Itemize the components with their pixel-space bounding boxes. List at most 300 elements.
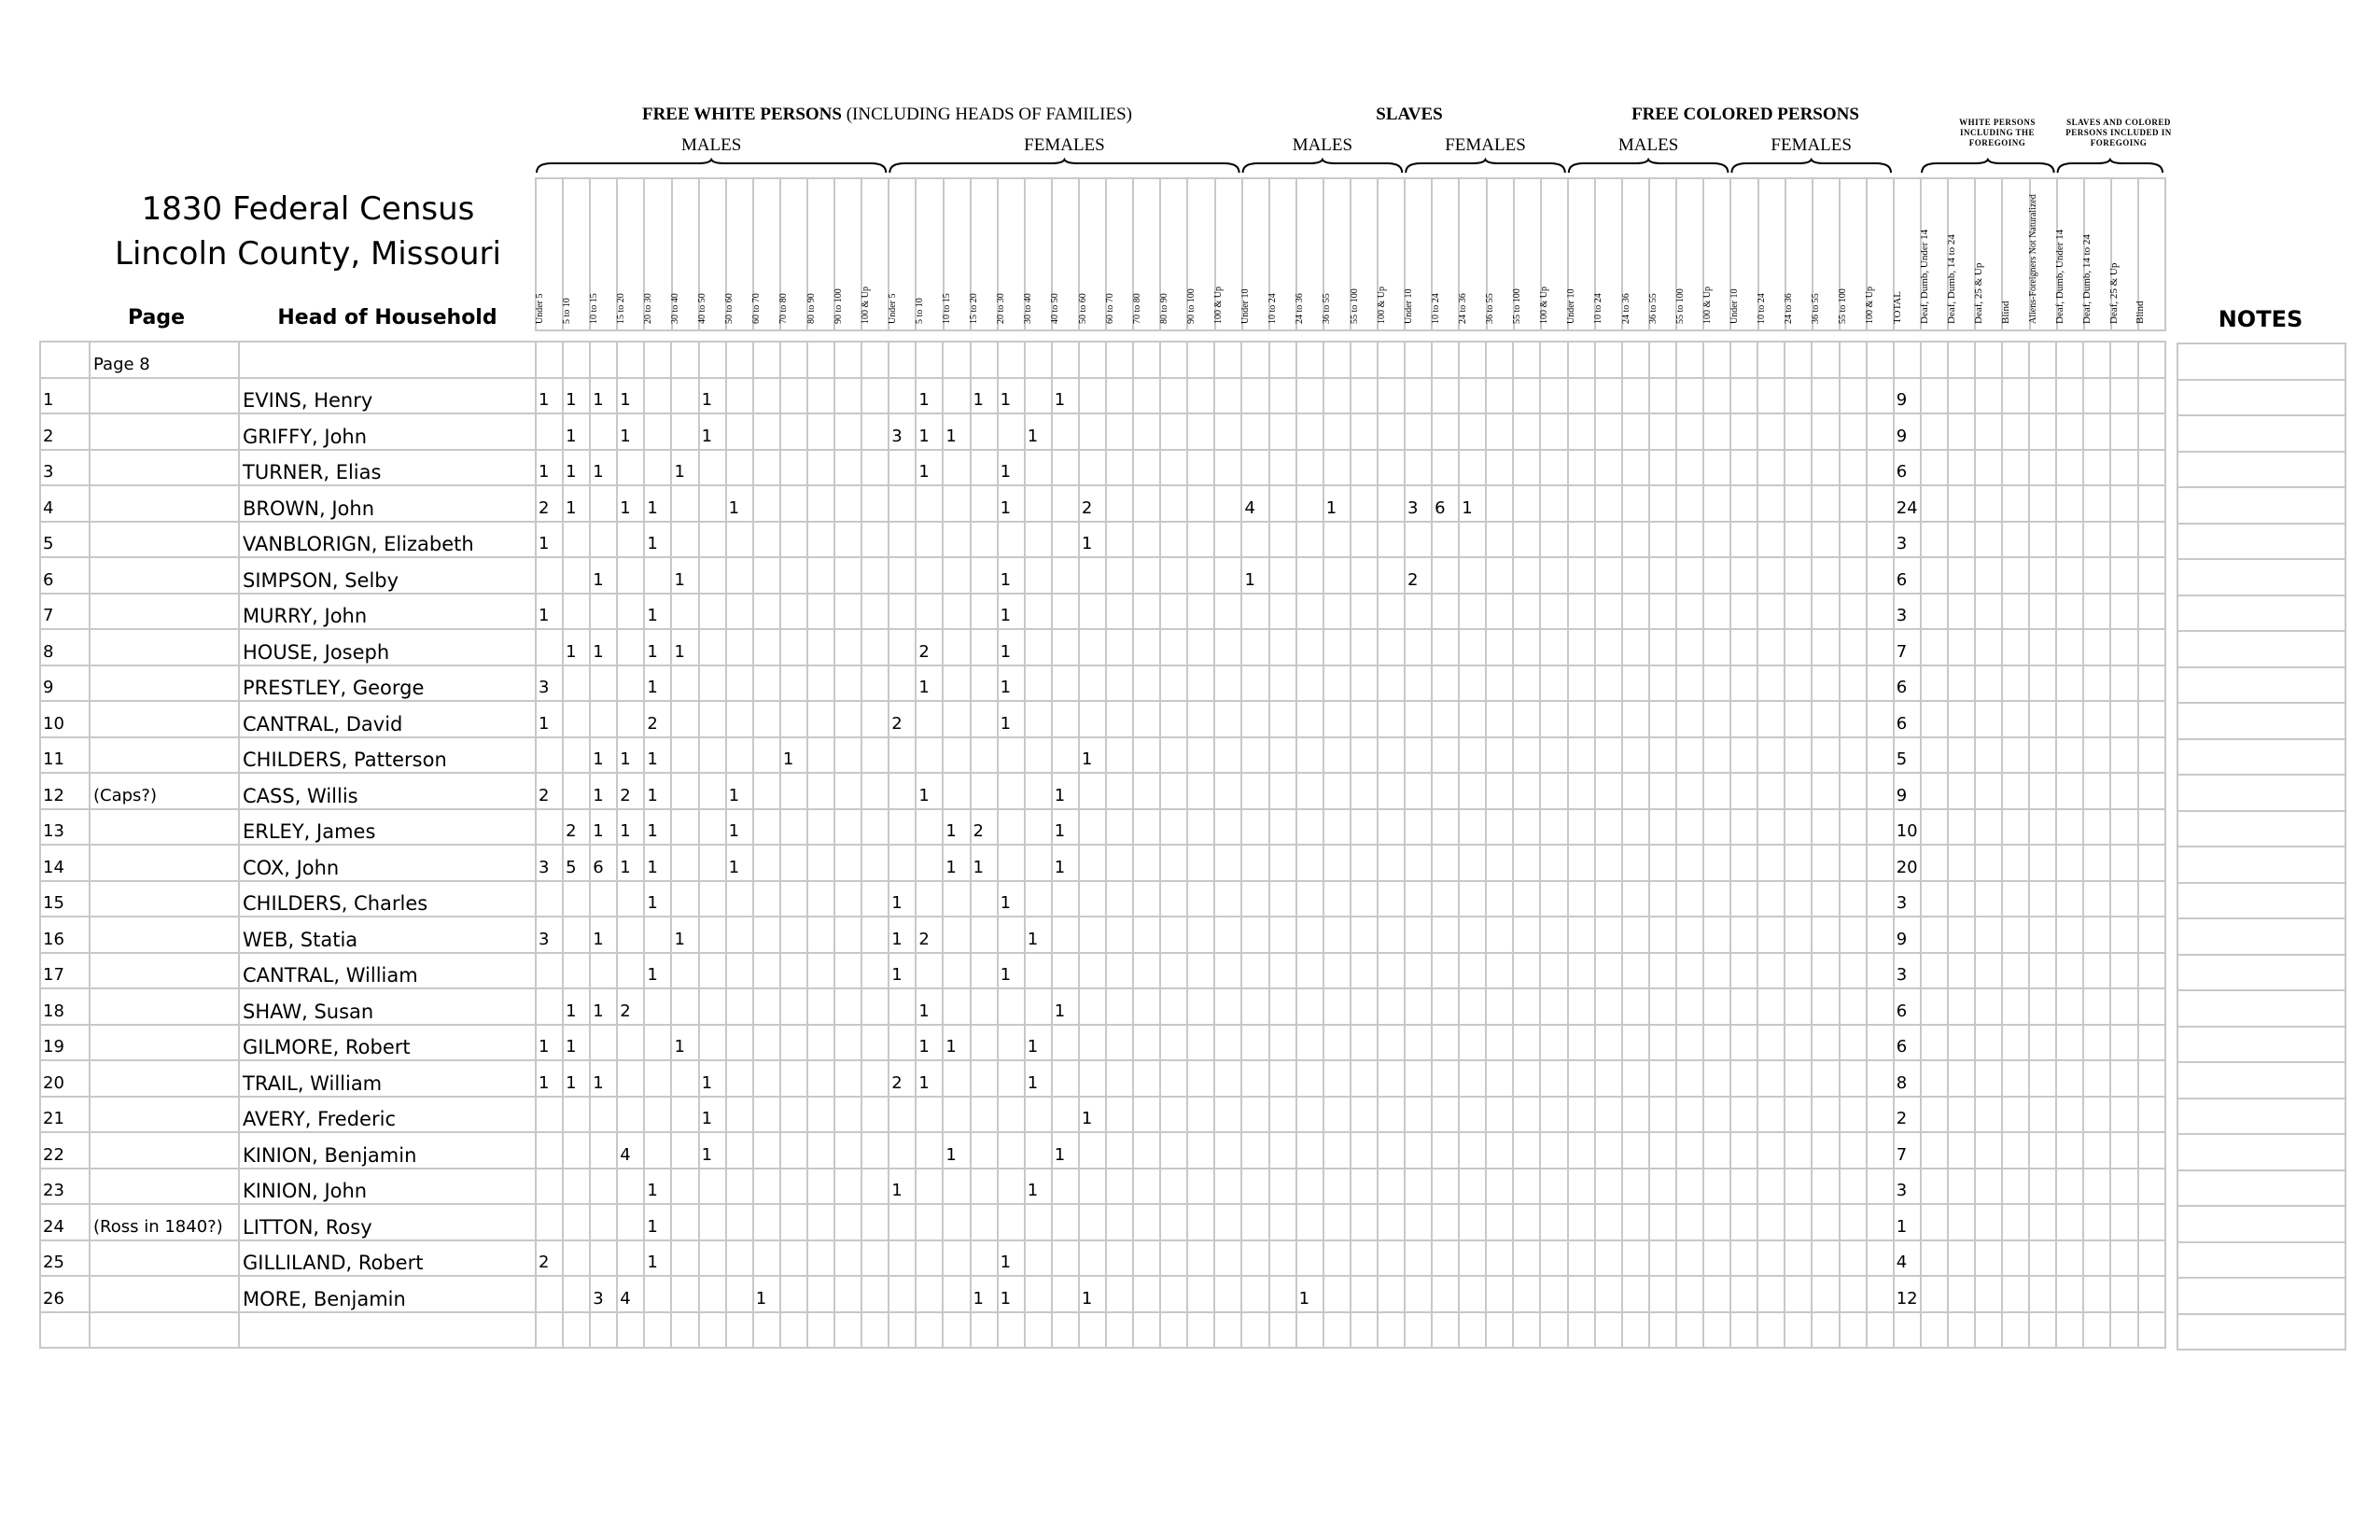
notes-cell bbox=[2177, 1206, 2345, 1242]
count-cell bbox=[807, 629, 834, 665]
count-cell bbox=[2083, 1097, 2110, 1133]
count-cell bbox=[753, 881, 780, 917]
count-cell bbox=[1975, 737, 2002, 774]
count-cell bbox=[1595, 809, 1622, 846]
count-cell bbox=[1757, 665, 1785, 702]
count-cell bbox=[1595, 1132, 1622, 1169]
count-cell bbox=[644, 1025, 671, 1061]
count-cell bbox=[1948, 1276, 1975, 1312]
page-note-cell bbox=[90, 1025, 239, 1061]
count-cell bbox=[807, 988, 834, 1025]
count-cell bbox=[1948, 809, 1975, 846]
count-cell bbox=[2029, 988, 2056, 1025]
count-cell bbox=[1595, 953, 1622, 989]
free-colored-males-age-column-header bbox=[1702, 177, 1731, 331]
count-cell bbox=[1730, 1097, 1757, 1133]
count-cell bbox=[1106, 1204, 1133, 1240]
count-cell bbox=[2029, 629, 2056, 665]
count-cell bbox=[699, 881, 726, 917]
count-cell bbox=[1622, 1097, 1649, 1133]
count-cell bbox=[943, 881, 970, 917]
notes-row bbox=[2177, 415, 2345, 452]
count-cell bbox=[1459, 988, 1486, 1025]
column-label: Deaf, 25 & Up bbox=[1972, 262, 1984, 324]
table-row bbox=[40, 378, 2165, 414]
count-cell bbox=[1432, 881, 1459, 917]
column-label: 30 to 40 bbox=[1023, 293, 1034, 324]
count-cell bbox=[1540, 1060, 1567, 1097]
count-cell bbox=[1840, 1240, 1867, 1277]
count-cell bbox=[671, 485, 698, 522]
count-cell bbox=[1160, 522, 1187, 558]
count-cell bbox=[1351, 378, 1378, 414]
count-cell bbox=[2110, 845, 2137, 881]
page-note-cell bbox=[90, 594, 239, 630]
count-cell bbox=[1079, 594, 1106, 630]
count-cell bbox=[998, 917, 1025, 953]
count-cell bbox=[2002, 773, 2029, 809]
count-cell bbox=[671, 413, 698, 450]
count-cell bbox=[726, 665, 753, 702]
count-cell bbox=[1757, 1097, 1785, 1133]
slave-females-age-column-header bbox=[1486, 177, 1515, 331]
count-cell bbox=[2110, 773, 2137, 809]
count-cell bbox=[998, 1204, 1025, 1240]
count-cell bbox=[1323, 1204, 1351, 1240]
count-cell bbox=[699, 1169, 726, 1205]
head-of-household-cell: VANBLORIGN, Elizabeth bbox=[239, 522, 536, 558]
notes-row bbox=[2177, 1278, 2345, 1314]
count-cell bbox=[1513, 737, 1540, 774]
count-cell bbox=[1052, 413, 1079, 450]
count-cell bbox=[971, 881, 998, 917]
empty-cell bbox=[1975, 1312, 2002, 1349]
count-cell bbox=[834, 917, 861, 953]
white-males-age-column-header bbox=[535, 177, 564, 331]
white-males-age-column-header bbox=[698, 177, 727, 331]
count-cell bbox=[1785, 1025, 1812, 1061]
count-cell bbox=[617, 450, 644, 486]
table-row bbox=[40, 1276, 2165, 1312]
count-cell bbox=[1241, 1276, 1268, 1312]
count-cell bbox=[1540, 1204, 1567, 1240]
count-cell bbox=[916, 1240, 943, 1277]
count-cell bbox=[1106, 557, 1133, 594]
count-cell bbox=[1459, 1276, 1486, 1312]
count-cell bbox=[2138, 881, 2165, 917]
count-cell bbox=[1867, 1240, 1894, 1277]
count-cell bbox=[1513, 773, 1540, 809]
table-row bbox=[40, 1060, 2165, 1097]
count-cell bbox=[807, 1060, 834, 1097]
count-cell: 1 bbox=[617, 413, 644, 450]
count-cell bbox=[2110, 1025, 2137, 1061]
count-cell: 1 bbox=[590, 629, 617, 665]
count-cell bbox=[1921, 450, 1948, 486]
count-cell bbox=[1785, 917, 1812, 953]
count-cell: 1 bbox=[726, 809, 753, 846]
count-cell bbox=[1840, 1276, 1867, 1312]
count-cell bbox=[971, 522, 998, 558]
count-cell bbox=[536, 953, 563, 989]
count-cell bbox=[1812, 594, 1839, 630]
count-cell bbox=[780, 378, 807, 414]
line-number-cell: 11 bbox=[40, 737, 90, 774]
table-row bbox=[40, 988, 2165, 1025]
count-cell bbox=[699, 1204, 726, 1240]
count-cell bbox=[1540, 1097, 1567, 1133]
count-cell: 1 bbox=[943, 413, 970, 450]
count-cell bbox=[1840, 665, 1867, 702]
count-cell bbox=[1703, 378, 1730, 414]
count-cell bbox=[617, 701, 644, 737]
count-cell bbox=[1378, 737, 1405, 774]
count-cell bbox=[971, 701, 998, 737]
count-cell bbox=[671, 881, 698, 917]
count-cell bbox=[971, 485, 998, 522]
count-cell bbox=[563, 1276, 590, 1312]
count-cell bbox=[1405, 917, 1432, 953]
count-cell bbox=[1351, 1132, 1378, 1169]
count-cell: 1 bbox=[943, 845, 970, 881]
count-cell bbox=[1052, 701, 1079, 737]
count-cell bbox=[563, 701, 590, 737]
count-cell bbox=[1975, 1060, 2002, 1097]
count-cell bbox=[1757, 522, 1785, 558]
empty-cell bbox=[943, 1312, 970, 1349]
count-cell bbox=[1730, 1276, 1757, 1312]
count-cell bbox=[889, 450, 916, 486]
count-cell bbox=[617, 1060, 644, 1097]
count-cell: 2 bbox=[1405, 557, 1432, 594]
count-cell bbox=[1133, 557, 1160, 594]
count-cell bbox=[1323, 701, 1351, 737]
total-cell: 7 bbox=[1894, 1132, 1921, 1169]
count-cell bbox=[1622, 845, 1649, 881]
total-cell: 3 bbox=[1894, 522, 1921, 558]
count-cell bbox=[753, 1169, 780, 1205]
count-cell bbox=[1486, 737, 1513, 774]
column-label: 100 & Up bbox=[1376, 287, 1387, 324]
count-cell bbox=[1486, 1132, 1513, 1169]
count-cell bbox=[1540, 701, 1567, 737]
count-cell bbox=[1785, 629, 1812, 665]
count-cell bbox=[834, 557, 861, 594]
count-cell: 2 bbox=[536, 485, 563, 522]
count-cell bbox=[1405, 594, 1432, 630]
head-of-household-cell: GILLILAND, Robert bbox=[239, 1240, 536, 1277]
column-label: 5 to 10 bbox=[914, 298, 925, 324]
count-cell bbox=[1595, 701, 1622, 737]
head-of-household-cell: CANTRAL, David bbox=[239, 701, 536, 737]
count-cell bbox=[1459, 450, 1486, 486]
count-cell bbox=[1622, 1132, 1649, 1169]
count-cell bbox=[753, 522, 780, 558]
count-cell bbox=[1649, 1276, 1676, 1312]
count-cell bbox=[1269, 988, 1296, 1025]
column-label: 100 & Up bbox=[1213, 287, 1225, 324]
count-cell: 1 bbox=[617, 485, 644, 522]
count-cell bbox=[1378, 342, 1405, 378]
count-cell bbox=[1730, 809, 1757, 846]
count-cell bbox=[536, 1169, 563, 1205]
count-cell bbox=[1052, 665, 1079, 702]
count-cell bbox=[1948, 665, 1975, 702]
count-cell bbox=[1323, 1276, 1351, 1312]
count-cell bbox=[1513, 809, 1540, 846]
count-cell bbox=[1378, 557, 1405, 594]
free-colored-persons-header: FREE COLORED PERSONS bbox=[1631, 105, 1859, 124]
count-cell bbox=[753, 1240, 780, 1277]
count-cell bbox=[1351, 701, 1378, 737]
count-cell bbox=[1214, 988, 1241, 1025]
count-cell bbox=[1378, 953, 1405, 989]
count-cell bbox=[1513, 1240, 1540, 1277]
count-cell bbox=[1052, 1025, 1079, 1061]
count-cell bbox=[1486, 485, 1513, 522]
count-cell bbox=[1921, 701, 1948, 737]
count-cell bbox=[889, 378, 916, 414]
count-cell bbox=[753, 413, 780, 450]
count-cell bbox=[1703, 522, 1730, 558]
count-cell bbox=[1568, 1169, 1595, 1205]
count-cell bbox=[1241, 701, 1268, 737]
count-cell: 6 bbox=[1432, 485, 1459, 522]
count-cell bbox=[1269, 1204, 1296, 1240]
count-cell bbox=[1730, 665, 1757, 702]
count-cell bbox=[1378, 378, 1405, 414]
count-cell bbox=[834, 1097, 861, 1133]
count-cell bbox=[1921, 1132, 1948, 1169]
slave-females-age-column-header bbox=[1540, 177, 1569, 331]
count-cell bbox=[1187, 701, 1214, 737]
count-cell bbox=[889, 1240, 916, 1277]
count-cell bbox=[1649, 557, 1676, 594]
count-cell bbox=[971, 1097, 998, 1133]
count-cell bbox=[1703, 881, 1730, 917]
count-cell bbox=[1948, 522, 1975, 558]
count-cell bbox=[1975, 342, 2002, 378]
count-cell bbox=[1160, 773, 1187, 809]
count-cell bbox=[861, 1276, 889, 1312]
count-cell bbox=[1432, 988, 1459, 1025]
count-cell: 1 bbox=[644, 629, 671, 665]
count-cell: 1 bbox=[998, 629, 1025, 665]
count-cell bbox=[1378, 773, 1405, 809]
count-cell bbox=[2138, 1240, 2165, 1277]
count-cell bbox=[1133, 1204, 1160, 1240]
count-cell bbox=[834, 773, 861, 809]
count-cell bbox=[807, 701, 834, 737]
count-cell bbox=[1405, 988, 1432, 1025]
count-cell bbox=[699, 773, 726, 809]
column-label: 30 to 40 bbox=[670, 293, 681, 324]
count-cell bbox=[780, 701, 807, 737]
count-cell bbox=[1921, 342, 1948, 378]
count-cell bbox=[2056, 1097, 2083, 1133]
count-cell bbox=[1540, 953, 1567, 989]
head-of-household-cell: CHILDERS, Charles bbox=[239, 881, 536, 917]
count-cell bbox=[916, 557, 943, 594]
head-of-household-cell bbox=[239, 342, 536, 378]
count-cell bbox=[943, 485, 970, 522]
count-cell bbox=[1133, 917, 1160, 953]
count-cell bbox=[1025, 629, 1052, 665]
count-cell bbox=[1241, 988, 1268, 1025]
count-cell bbox=[1867, 557, 1894, 594]
head-of-household-cell: WEB, Statia bbox=[239, 917, 536, 953]
count-cell bbox=[834, 953, 861, 989]
count-cell bbox=[1459, 1060, 1486, 1097]
count-cell bbox=[2029, 773, 2056, 809]
count-cell bbox=[1812, 737, 1839, 774]
count-cell: 1 bbox=[943, 809, 970, 846]
count-cell bbox=[644, 917, 671, 953]
table-row bbox=[40, 845, 2165, 881]
notes-cell bbox=[2177, 739, 2345, 776]
count-cell bbox=[1867, 629, 1894, 665]
count-cell bbox=[644, 450, 671, 486]
count-cell bbox=[1568, 485, 1595, 522]
column-label: TOTAL bbox=[1891, 291, 1903, 324]
count-cell bbox=[726, 881, 753, 917]
count-cell bbox=[590, 594, 617, 630]
table-row bbox=[40, 557, 2165, 594]
total-cell: 12 bbox=[1894, 1276, 1921, 1312]
count-cell bbox=[2083, 988, 2110, 1025]
count-cell bbox=[1513, 342, 1540, 378]
count-cell bbox=[1540, 1169, 1567, 1205]
count-cell bbox=[1948, 1060, 1975, 1097]
slave-disabled-brace bbox=[2058, 160, 2163, 173]
count-cell bbox=[2083, 773, 2110, 809]
count-cell bbox=[1187, 557, 1214, 594]
count-cell bbox=[1703, 701, 1730, 737]
count-cell bbox=[1160, 737, 1187, 774]
count-cell: 1 bbox=[617, 737, 644, 774]
count-cell bbox=[2002, 1169, 2029, 1205]
count-cell bbox=[1133, 773, 1160, 809]
count-cell bbox=[671, 342, 698, 378]
count-cell bbox=[2002, 988, 2029, 1025]
table-row bbox=[40, 485, 2165, 522]
count-cell bbox=[861, 557, 889, 594]
count-cell: 1 bbox=[563, 1025, 590, 1061]
empty-cell bbox=[1595, 1312, 1622, 1349]
count-cell: 1 bbox=[916, 413, 943, 450]
count-cell bbox=[1622, 1060, 1649, 1097]
count-cell bbox=[861, 450, 889, 486]
count-cell bbox=[1378, 1204, 1405, 1240]
count-cell: 3 bbox=[536, 917, 563, 953]
count-cell bbox=[2083, 737, 2110, 774]
count-cell bbox=[861, 594, 889, 630]
count-cell bbox=[1622, 1169, 1649, 1205]
head-of-household-cell: BROWN, John bbox=[239, 485, 536, 522]
count-cell bbox=[1649, 773, 1676, 809]
count-cell bbox=[1269, 881, 1296, 917]
count-cell bbox=[1568, 953, 1595, 989]
count-cell bbox=[1241, 1204, 1268, 1240]
count-cell bbox=[1214, 1132, 1241, 1169]
empty-cell bbox=[590, 1312, 617, 1349]
count-cell bbox=[1133, 1060, 1160, 1097]
brace-group bbox=[0, 0, 2380, 187]
empty-cell bbox=[834, 1312, 861, 1349]
count-cell bbox=[2056, 773, 2083, 809]
head-of-household-cell: HOUSE, Joseph bbox=[239, 629, 536, 665]
count-cell: 1 bbox=[644, 881, 671, 917]
count-cell bbox=[2056, 953, 2083, 989]
count-cell bbox=[1649, 701, 1676, 737]
count-cell bbox=[1052, 881, 1079, 917]
count-cell bbox=[1106, 988, 1133, 1025]
count-cell bbox=[943, 1097, 970, 1133]
count-cell bbox=[1405, 773, 1432, 809]
count-cell bbox=[2110, 701, 2137, 737]
count-cell bbox=[834, 988, 861, 1025]
column-label: 10 to 24 bbox=[1267, 293, 1279, 324]
count-cell bbox=[861, 988, 889, 1025]
count-cell bbox=[1296, 485, 1323, 522]
count-cell bbox=[834, 845, 861, 881]
empty-cell bbox=[1269, 1312, 1296, 1349]
count-cell: 1 bbox=[998, 450, 1025, 486]
count-cell bbox=[2002, 1025, 2029, 1061]
count-cell bbox=[1540, 988, 1567, 1025]
table-row bbox=[40, 809, 2165, 846]
column-label: 100 & Up bbox=[1539, 287, 1550, 324]
count-cell bbox=[1975, 1097, 2002, 1133]
count-cell bbox=[1676, 845, 1703, 881]
notes-row bbox=[2177, 811, 2345, 847]
count-cell bbox=[916, 881, 943, 917]
count-cell bbox=[2056, 809, 2083, 846]
count-cell bbox=[1160, 1097, 1187, 1133]
count-cell bbox=[1948, 342, 1975, 378]
count-cell bbox=[1432, 378, 1459, 414]
empty-cell bbox=[1323, 1312, 1351, 1349]
count-cell bbox=[753, 953, 780, 989]
count-cell bbox=[971, 917, 998, 953]
notes-cell bbox=[2177, 487, 2345, 524]
count-cell bbox=[644, 1060, 671, 1097]
head-of-household-cell: MORE, Benjamin bbox=[239, 1276, 536, 1312]
count-cell bbox=[2110, 665, 2137, 702]
count-cell bbox=[1405, 522, 1432, 558]
count-cell bbox=[1867, 342, 1894, 378]
page-note-cell bbox=[90, 557, 239, 594]
count-cell bbox=[1106, 665, 1133, 702]
head-of-household-cell: KINION, John bbox=[239, 1169, 536, 1205]
count-cell: 1 bbox=[644, 485, 671, 522]
count-cell bbox=[1812, 953, 1839, 989]
line-number-cell bbox=[40, 342, 90, 378]
line-number-cell: 3 bbox=[40, 450, 90, 486]
count-cell bbox=[590, 413, 617, 450]
column-label: 50 to 60 bbox=[724, 293, 735, 324]
count-cell: 3 bbox=[536, 665, 563, 702]
count-cell: 1 bbox=[1052, 773, 1079, 809]
count-cell bbox=[2029, 557, 2056, 594]
count-cell bbox=[1459, 917, 1486, 953]
count-cell bbox=[1323, 342, 1351, 378]
count-cell bbox=[1867, 485, 1894, 522]
count-cell bbox=[1649, 953, 1676, 989]
count-cell bbox=[998, 988, 1025, 1025]
free-colored-females-age-column-header bbox=[1757, 177, 1786, 331]
count-cell bbox=[1296, 988, 1323, 1025]
